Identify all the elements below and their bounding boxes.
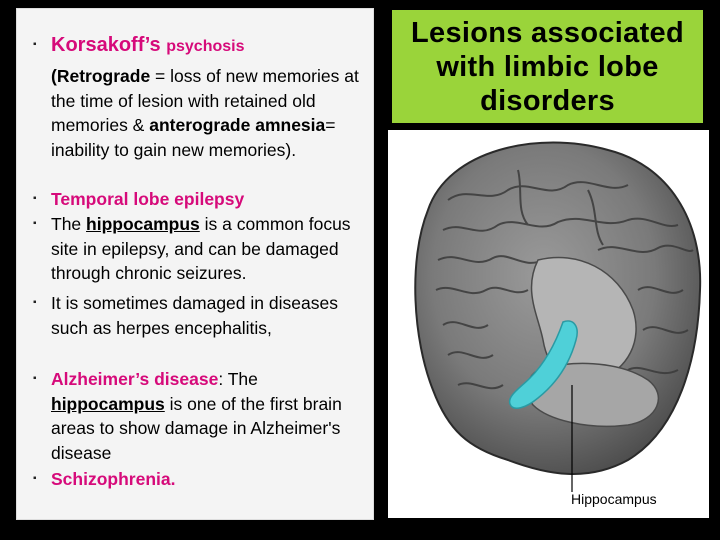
- brain-illustration: [388, 130, 709, 518]
- bullet-text: [51, 367, 366, 466]
- epilepsy-term: Temporal lobe epilepsy: [51, 189, 245, 209]
- bullet-dot: ▪: [33, 193, 37, 204]
- bullet-text: [51, 187, 366, 212]
- retrograde-def: = loss of new memories at the time of lesion with retained old memories &: [51, 66, 359, 136]
- bullet-text: [51, 33, 366, 60]
- bullet-dot: ▪: [33, 373, 37, 384]
- korsakoff-term: Korsakoff’s: [51, 34, 167, 56]
- hippocampus-term: hippocampus: [86, 214, 200, 234]
- bullet-dot: ▪: [33, 39, 37, 50]
- bullet-text: [51, 291, 366, 340]
- text-fragment: It is sometimes damaged in diseases such as herpes encephalitis,: [51, 293, 338, 338]
- hippocampus-term: hippocampus: [51, 393, 165, 414]
- slide-title-box: [392, 10, 703, 123]
- text-fragment: The: [51, 214, 87, 234]
- text-fragment: is one of the first brain areas to show damage in Alzheimer's disease: [51, 393, 342, 464]
- bullet-text: [51, 212, 366, 286]
- anterograde-term: anterograde amnesia: [149, 115, 326, 136]
- hippocampus-label: Hippocampus: [571, 491, 657, 507]
- psychosis-term: psychosis: [166, 38, 245, 55]
- bullet-text: [51, 467, 366, 492]
- schizophrenia-term: Schizophrenia.: [51, 469, 176, 489]
- bullet-dot: ▪: [33, 473, 37, 484]
- alzheimer-term: Alzheimer’s disease: [51, 369, 219, 389]
- text-fragment: : The: [218, 369, 258, 389]
- brain-figure: [388, 130, 709, 518]
- slide-title: Lesions associated with limbic lobe disorders: [411, 16, 684, 117]
- anterograde-def: = inability to gain new memories).: [51, 115, 336, 161]
- bullet-dot: ▪: [33, 297, 37, 308]
- retrograde-term: (Retrograde: [51, 66, 151, 86]
- bullet-dot: ▪: [33, 218, 37, 229]
- text-fragment: is a common focus site in epilepsy, and can be damaged through chronic seizures.: [51, 214, 351, 284]
- text-panel: [16, 8, 374, 520]
- bullet-text: [51, 64, 366, 163]
